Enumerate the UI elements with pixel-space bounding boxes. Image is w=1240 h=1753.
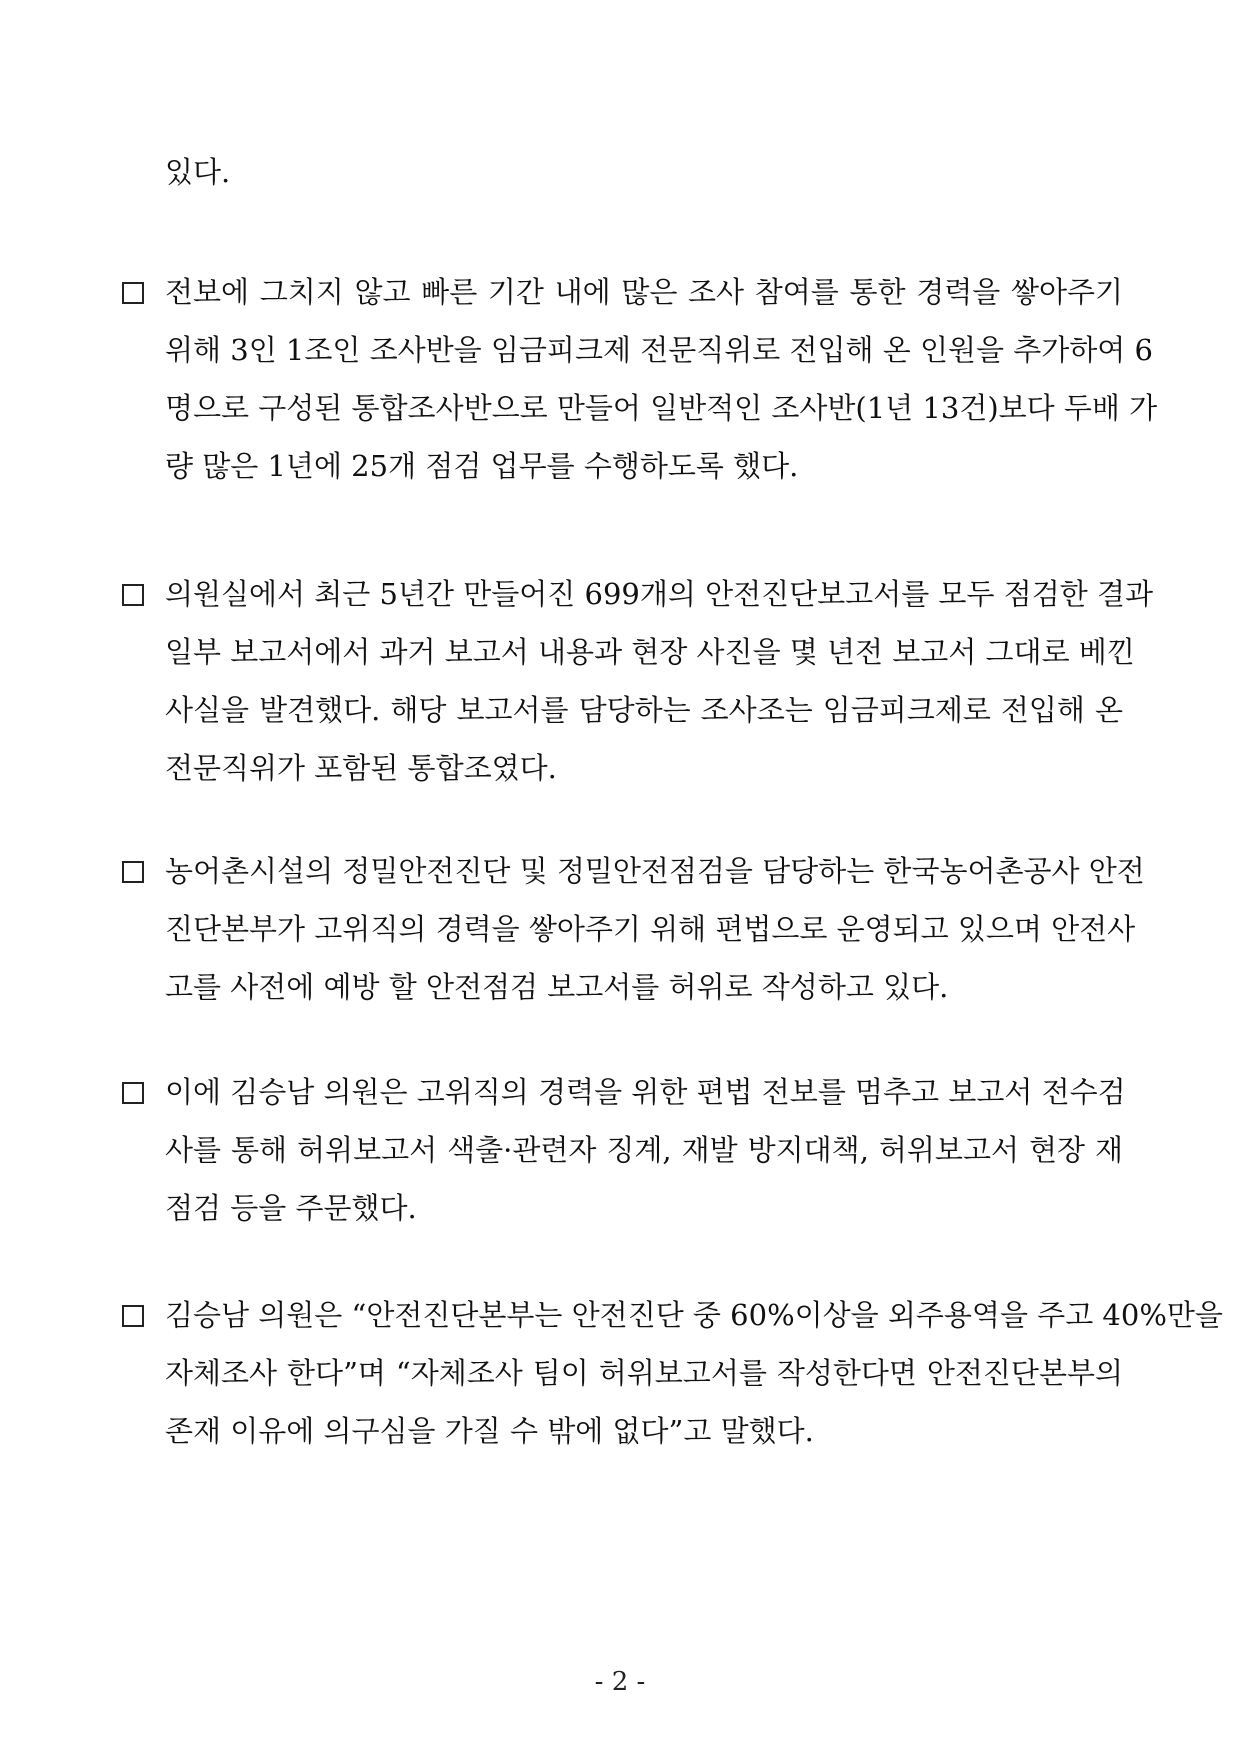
paragraph-5-line-1: 김승남 의원은 “안전진단본부는 안전진단 중 60%이상을 외주용역을 주고 40%만을 [165,1298,1223,1332]
paragraph-3-line-3: 고를 사전에 예방 할 안전점검 보고서를 허위로 작성하고 있다. [165,970,949,1004]
paragraph-2-line-3: 사실을 발견했다. 해당 보고서를 담당하는 조사조는 임금피크제로 전입해 온 [165,693,1123,727]
page-number: - 2 - [594,1667,646,1697]
paragraph-5-line-2: 자체조사 한다”며 “자체조사 팀이 허위보고서를 작성한다면 안전진단본부의 [165,1356,1123,1390]
empty-square-icon [122,1305,144,1327]
empty-square-icon [122,1082,144,1104]
paragraph-4-line-3: 점검 등을 주문했다. [165,1191,417,1225]
paragraph-1-line-4: 량 많은 1년에 25개 점검 업무를 수행하도록 했다. [165,449,799,483]
paragraph-2-line-2: 일부 보고서에서 과거 보고서 내용과 현장 사진을 몇 년전 보고서 그대로 베낀 [165,635,1135,669]
paragraph-1-line-3: 명으로 구성된 통합조사반으로 만들어 일반적인 조사반(1년 13건)보다 두배 가 [165,391,1158,425]
empty-square-icon [122,861,144,883]
paragraph-4-line-2: 사를 통해 허위보고서 색출·관련자 징계, 재발 방지대책, 허위보고서 현장 재 [165,1133,1123,1167]
empty-square-icon [122,584,144,606]
empty-square-icon [122,282,144,304]
paragraph-3-line-2: 진단본부가 고위직의 경력을 쌓아주기 위해 편법으로 운영되고 있으며 안전사 [165,912,1136,946]
continuation-line: 있다. [165,155,231,189]
paragraph-4-line-1: 이에 김승남 의원은 고위직의 경력을 위한 편법 전보를 멈추고 보고서 전수검 [165,1075,1126,1109]
paragraph-1-line-2: 위해 3인 1조인 조사반을 임금피크제 전문직위로 전입해 온 인원을 추가하여 6 [165,333,1153,367]
paragraph-3-line-1: 농어촌시설의 정밀안전진단 및 정밀안전점검을 담당하는 한국농어촌공사 안전 [165,854,1145,888]
paragraph-2-line-4: 전문직위가 포함된 통합조였다. [165,751,557,785]
paragraph-5-line-3: 존재 이유에 의구심을 가질 수 밖에 없다”고 말했다. [165,1414,814,1448]
paragraph-2-line-1: 의원실에서 최근 5년간 만들어진 699개의 안전진단보고서를 모두 점검한 결과 [165,577,1153,611]
paragraph-1-line-1: 전보에 그치지 않고 빠른 기간 내에 많은 조사 참여를 통한 경력을 쌓아주기 [165,275,1123,309]
